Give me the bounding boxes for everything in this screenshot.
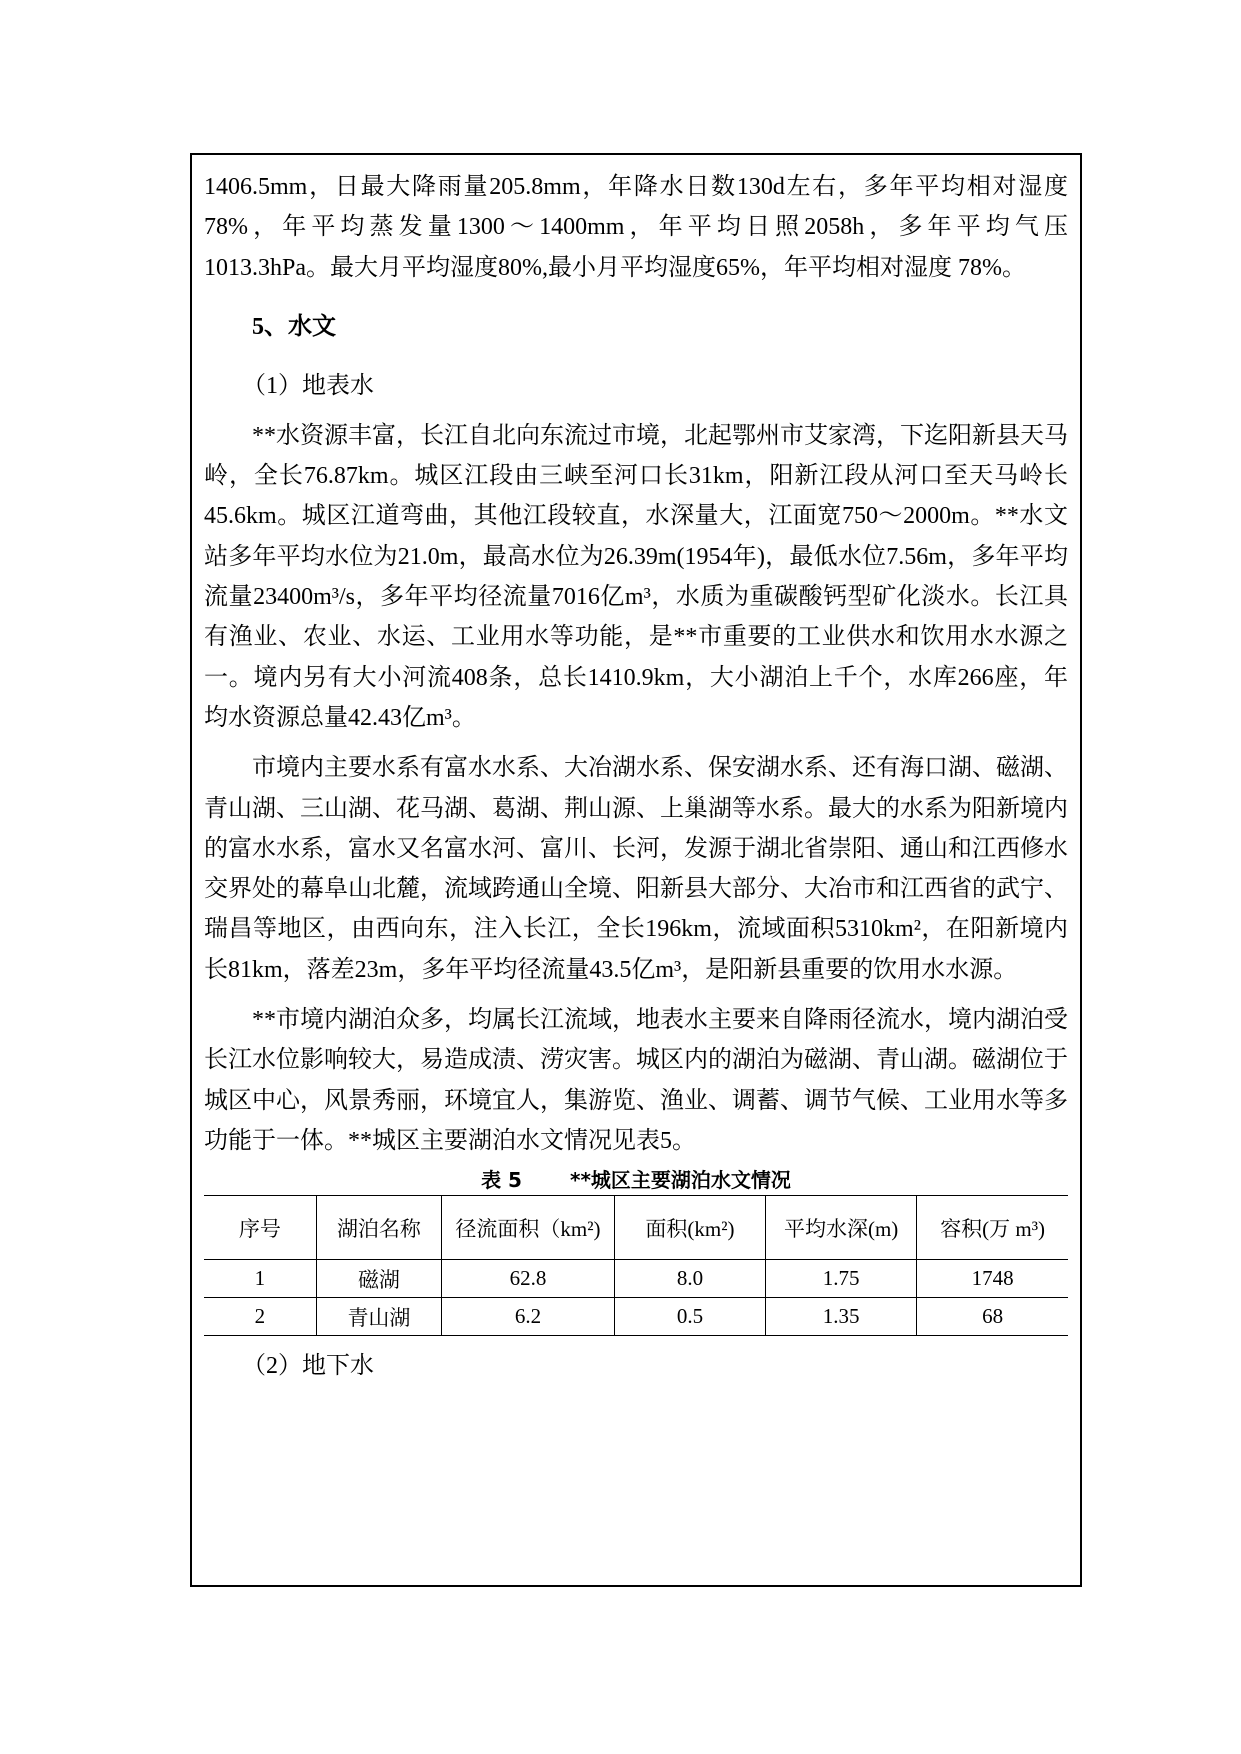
table-number: 表 5	[481, 1168, 522, 1193]
table-cell: 1.75	[766, 1260, 917, 1298]
table-caption	[204, 1165, 1068, 1195]
lake-hydrology-table	[204, 1195, 1068, 1336]
table-cell: 8.0	[614, 1260, 765, 1298]
header-cell: 径流面积（km²)	[442, 1196, 615, 1260]
table-title: **城区主要湖泊水文情况	[569, 1168, 791, 1193]
table-cell: 62.8	[442, 1260, 615, 1298]
yangtze-paragraph: **水资源丰富，长江自北向东流过市境，北起鄂州市艾家湾，下迄阳新县天马岭，全长76.87km。城区江段由三峡至河口长31km，阳新江段从河口至天马岭长45.6km。城区江道弯曲，其他江段较直，水深量大，江面宽750～2000m。**水文站多年平均水位为21.0m，最高水位为26.39m(1954年)，最低水位7.56m，多年平均流量23400m³/s，多年平均径流量7016亿m³，水质为重碳酸钙型矿化淡水。长江具有渔业、农业、水运、工业用水等功能，是**市重要的工业供水和饮用水水源之一。境内另有大小河流408条，总长1410.9km，大小湖泊上千个，水库266座，年均水资源总量42.43亿m³。	[204, 422, 1068, 731]
subsection-surface-water: （1）地表水	[242, 372, 374, 399]
table-cell: 1	[204, 1260, 316, 1298]
header-cell: 容积(万 m³)	[917, 1196, 1068, 1260]
table-cell: 2	[204, 1298, 316, 1336]
table-row	[204, 1298, 1068, 1336]
table-cell: 6.2	[442, 1298, 615, 1336]
lakes-paragraph: **市境内湖泊众多，均属长江流域，地表水主要来自降雨径流水，境内湖泊受长江水位影响较大，易造成渍、涝灾害。城区内的湖泊为磁湖、青山湖。磁湖位于城区中心，风景秀丽，环境宜人，集游览、渔业、调蓄、调节气候、工业用水等多功能于一体。**城区主要湖泊水文情况见表5。	[204, 1007, 1068, 1154]
header-cell: 面积(km²)	[614, 1196, 765, 1260]
header-cell: 平均水深(m)	[766, 1196, 917, 1260]
table-cell: 青山湖	[316, 1298, 441, 1336]
subsection-groundwater: （2）地下水	[242, 1353, 374, 1380]
table-cell: 68	[917, 1298, 1068, 1336]
document-content	[204, 167, 1068, 1388]
table-cell: 磁湖	[316, 1260, 441, 1298]
header-cell: 序号	[204, 1196, 316, 1260]
climate-paragraph: 1406.5mm，日最大降雨量205.8mm，年降水日数130d左右，多年平均相对湿度78%，年平均蒸发量1300～1400mm，年平均日照2058h，多年平均气压1013.3hPa。最大月平均湿度80%,最小月平均湿度65%，年平均相对湿度 78%。	[204, 174, 1068, 281]
section-heading-hydrology: 5、水文	[252, 313, 336, 340]
water-systems-paragraph: 市境内主要水系有富水水系、大冶湖水系、保安湖水系、还有海口湖、磁湖、青山湖、三山湖、花马湖、葛湖、荆山源、上巢湖等水系。最大的水系为阳新境内的富水水系，富水又名富水河、富川、长河，发源于湖北省崇阳、通山和江西修水交界处的幕阜山北麓，流域跨通山全境、阳新县大部分、大冶市和江西省的武宁、瑞昌等地区，由西向东，注入长江，全长196km，流域面积5310km²，在阳新境内长81km，落差23m，多年平均径流量43.5亿m³，是阳新县重要的饮用水水源。	[204, 755, 1068, 983]
header-cell: 湖泊名称	[316, 1196, 441, 1260]
table-cell: 1.35	[766, 1298, 917, 1336]
table-header-row	[204, 1196, 1068, 1260]
table-cell: 1748	[917, 1260, 1068, 1298]
table-row	[204, 1260, 1068, 1298]
table-cell: 0.5	[614, 1298, 765, 1336]
document-frame	[190, 153, 1082, 1587]
